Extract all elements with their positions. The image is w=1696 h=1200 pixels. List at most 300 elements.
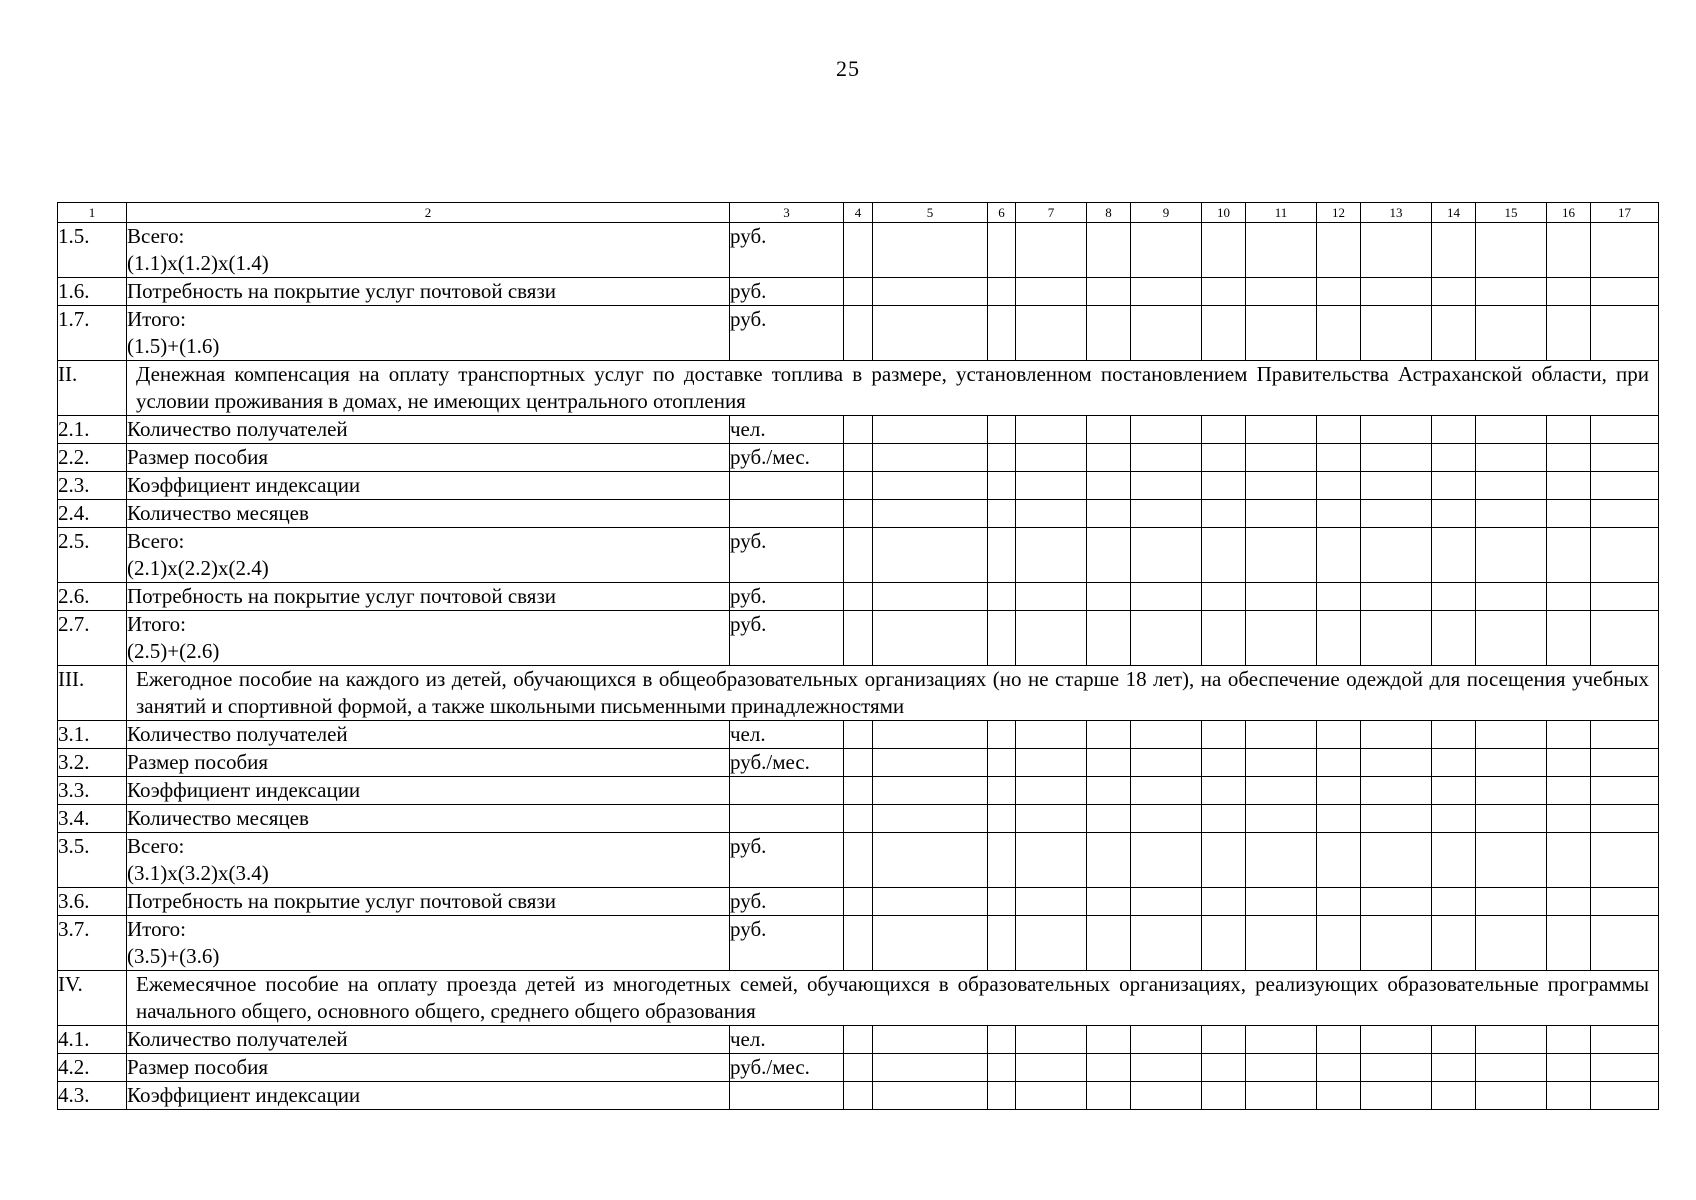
value-cell	[988, 444, 1016, 472]
value-cell	[1131, 833, 1202, 888]
value-cell	[1591, 888, 1659, 916]
value-cell	[1131, 749, 1202, 777]
value-cell	[1432, 528, 1476, 583]
value-cell	[1246, 416, 1317, 444]
section-number: IV.	[58, 971, 127, 1026]
value-cell	[1591, 1082, 1659, 1110]
row-number: 2.5.	[58, 528, 127, 583]
value-cell	[1476, 888, 1547, 916]
row-name-cell	[127, 278, 730, 306]
value-cell	[1087, 916, 1131, 971]
value-cell	[1476, 833, 1547, 888]
value-cell	[1432, 916, 1476, 971]
value-cell	[988, 805, 1016, 833]
value-cell	[1246, 583, 1317, 611]
value-cell	[1317, 1082, 1361, 1110]
row-unit: чел.	[730, 416, 844, 444]
value-cell	[873, 223, 988, 278]
value-cell	[1547, 1054, 1591, 1082]
value-cell	[1246, 749, 1317, 777]
section-row	[58, 971, 1659, 1026]
column-number-cell: 3	[730, 203, 844, 223]
value-cell	[1087, 500, 1131, 528]
calculation-table	[57, 202, 1659, 1110]
row-formula: (2.5)+(2.6)	[127, 639, 220, 663]
value-cell	[844, 500, 873, 528]
value-cell	[1016, 444, 1087, 472]
value-cell	[873, 916, 988, 971]
value-cell	[1016, 528, 1087, 583]
row-number: 1.7.	[58, 306, 127, 361]
value-cell	[1246, 444, 1317, 472]
value-cell	[1246, 1082, 1317, 1110]
value-cell	[988, 278, 1016, 306]
value-cell	[1432, 583, 1476, 611]
value-cell	[1361, 916, 1432, 971]
value-cell	[1361, 749, 1432, 777]
value-cell	[1547, 472, 1591, 500]
value-cell	[1476, 416, 1547, 444]
value-cell	[1087, 833, 1131, 888]
section-row	[58, 361, 1659, 416]
value-cell	[1087, 278, 1131, 306]
value-cell	[844, 833, 873, 888]
table-row	[58, 444, 1659, 472]
row-number: 3.7.	[58, 916, 127, 971]
value-cell	[1547, 444, 1591, 472]
table-row	[58, 888, 1659, 916]
section-title: Денежная компенсация на оплату транспортных услуг по доставке топлива в размере, установленном постановлением Правительства Астраханской области, при условии проживания в домах, не имеющих центрального отопления	[127, 361, 1659, 416]
value-cell	[1591, 777, 1659, 805]
section-title: Ежегодное пособие на каждого из детей, обучающихся в общеобразовательных организациях (но не старше 18 лет), на обеспечение одеждой для посещения учебных занятий и спортивной формой, а также школьными письменными принадлежностями	[127, 666, 1659, 721]
row-name-cell	[127, 611, 730, 666]
value-cell	[873, 583, 988, 611]
value-cell	[1246, 306, 1317, 361]
value-cell	[1246, 888, 1317, 916]
value-cell	[1131, 777, 1202, 805]
value-cell	[1087, 749, 1131, 777]
row-name: Коэффициент индексации	[127, 473, 361, 497]
value-cell	[873, 749, 988, 777]
value-cell	[1361, 278, 1432, 306]
value-cell	[1361, 223, 1432, 278]
section-row	[58, 666, 1659, 721]
value-cell	[1591, 416, 1659, 444]
table-row	[58, 583, 1659, 611]
value-cell	[1317, 528, 1361, 583]
value-cell	[1476, 1054, 1547, 1082]
value-cell	[1087, 416, 1131, 444]
value-cell	[1476, 278, 1547, 306]
value-cell	[1591, 500, 1659, 528]
table-row	[58, 306, 1659, 361]
row-unit: руб.	[730, 833, 844, 888]
value-cell	[1202, 888, 1246, 916]
row-number: 2.6.	[58, 583, 127, 611]
column-number-cell: 17	[1591, 203, 1659, 223]
value-cell	[1202, 472, 1246, 500]
value-cell	[1317, 583, 1361, 611]
table-row	[58, 223, 1659, 278]
value-cell	[1016, 223, 1087, 278]
row-name-cell	[127, 444, 730, 472]
row-number: 2.1.	[58, 416, 127, 444]
value-cell	[1591, 528, 1659, 583]
value-cell	[1432, 1054, 1476, 1082]
table-row	[58, 805, 1659, 833]
value-cell	[1131, 528, 1202, 583]
value-cell	[873, 1026, 988, 1054]
value-cell	[1361, 472, 1432, 500]
value-cell	[1317, 777, 1361, 805]
table-row	[58, 916, 1659, 971]
value-cell	[988, 777, 1016, 805]
table-row	[58, 1082, 1659, 1110]
value-cell	[988, 472, 1016, 500]
value-cell	[1432, 1082, 1476, 1110]
row-name: Количество месяцев	[127, 501, 309, 525]
value-cell	[1361, 444, 1432, 472]
value-cell	[1016, 805, 1087, 833]
value-cell	[1087, 472, 1131, 500]
value-cell	[1432, 416, 1476, 444]
value-cell	[1016, 777, 1087, 805]
value-cell	[1246, 278, 1317, 306]
value-cell	[873, 777, 988, 805]
value-cell	[1087, 223, 1131, 278]
value-cell	[1361, 583, 1432, 611]
value-cell	[988, 749, 1016, 777]
value-cell	[1087, 611, 1131, 666]
row-name: Итого:	[127, 917, 186, 941]
value-cell	[1476, 777, 1547, 805]
value-cell	[988, 1082, 1016, 1110]
value-cell	[1361, 721, 1432, 749]
row-number: 4.3.	[58, 1082, 127, 1110]
row-unit	[730, 500, 844, 528]
row-formula: (3.5)+(3.6)	[127, 944, 220, 968]
value-cell	[1131, 888, 1202, 916]
value-cell	[988, 528, 1016, 583]
value-cell	[844, 888, 873, 916]
table-row	[58, 472, 1659, 500]
row-name-cell	[127, 528, 730, 583]
value-cell	[1591, 1054, 1659, 1082]
value-cell	[1591, 583, 1659, 611]
value-cell	[844, 749, 873, 777]
value-cell	[873, 306, 988, 361]
row-name: Количество получателей	[127, 722, 348, 746]
row-name-cell	[127, 306, 730, 361]
value-cell	[844, 306, 873, 361]
value-cell	[1317, 444, 1361, 472]
value-cell	[1476, 500, 1547, 528]
value-cell	[1131, 1082, 1202, 1110]
value-cell	[1317, 611, 1361, 666]
value-cell	[1246, 528, 1317, 583]
row-unit: чел.	[730, 1026, 844, 1054]
value-cell	[1361, 805, 1432, 833]
value-cell	[988, 500, 1016, 528]
row-number: 1.6.	[58, 278, 127, 306]
value-cell	[1087, 306, 1131, 361]
row-name-cell	[127, 1026, 730, 1054]
value-cell	[1476, 805, 1547, 833]
column-number-cell: 5	[873, 203, 988, 223]
value-cell	[1317, 1054, 1361, 1082]
value-cell	[1547, 749, 1591, 777]
row-name: Всего:	[127, 834, 185, 858]
value-cell	[1016, 1026, 1087, 1054]
value-cell	[1202, 1026, 1246, 1054]
table-row	[58, 721, 1659, 749]
value-cell	[1547, 223, 1591, 278]
value-cell	[1087, 1082, 1131, 1110]
column-number-cell: 15	[1476, 203, 1547, 223]
value-cell	[873, 833, 988, 888]
value-cell	[1476, 721, 1547, 749]
value-cell	[988, 916, 1016, 971]
value-cell	[1547, 528, 1591, 583]
row-name: Потребность на покрытие услуг почтовой связи	[127, 584, 556, 608]
value-cell	[1591, 306, 1659, 361]
value-cell	[1246, 1026, 1317, 1054]
value-cell	[1547, 278, 1591, 306]
value-cell	[1432, 833, 1476, 888]
value-cell	[1246, 223, 1317, 278]
row-unit: руб.	[730, 583, 844, 611]
value-cell	[1016, 888, 1087, 916]
value-cell	[988, 223, 1016, 278]
value-cell	[1087, 888, 1131, 916]
value-cell	[844, 223, 873, 278]
value-cell	[1202, 500, 1246, 528]
value-cell	[873, 1054, 988, 1082]
table-row	[58, 416, 1659, 444]
value-cell	[1476, 749, 1547, 777]
value-cell	[1317, 1026, 1361, 1054]
row-name-cell	[127, 833, 730, 888]
value-cell	[988, 888, 1016, 916]
row-name-cell	[127, 500, 730, 528]
value-cell	[844, 916, 873, 971]
value-cell	[1131, 472, 1202, 500]
value-cell	[1432, 721, 1476, 749]
value-cell	[1591, 721, 1659, 749]
row-name: Количество месяцев	[127, 806, 309, 830]
row-name: Всего:	[127, 224, 185, 248]
row-unit: руб.	[730, 888, 844, 916]
value-cell	[1547, 306, 1591, 361]
value-cell	[1432, 777, 1476, 805]
row-number: 4.2.	[58, 1054, 127, 1082]
value-cell	[1087, 528, 1131, 583]
value-cell	[1591, 223, 1659, 278]
value-cell	[844, 472, 873, 500]
value-cell	[1432, 500, 1476, 528]
row-name: Итого:	[127, 307, 186, 331]
value-cell	[844, 583, 873, 611]
value-cell	[1246, 777, 1317, 805]
value-cell	[1361, 611, 1432, 666]
row-unit	[730, 472, 844, 500]
value-cell	[1361, 416, 1432, 444]
value-cell	[873, 805, 988, 833]
value-cell	[1476, 472, 1547, 500]
value-cell	[1591, 833, 1659, 888]
value-cell	[1547, 416, 1591, 444]
row-unit	[730, 805, 844, 833]
value-cell	[1202, 528, 1246, 583]
value-cell	[873, 721, 988, 749]
value-cell	[1131, 306, 1202, 361]
value-cell	[1547, 777, 1591, 805]
value-cell	[1131, 721, 1202, 749]
section-number: III.	[58, 666, 127, 721]
row-unit: руб./мес.	[730, 1054, 844, 1082]
value-cell	[1547, 916, 1591, 971]
value-cell	[1016, 583, 1087, 611]
value-cell	[873, 528, 988, 583]
value-cell	[1016, 833, 1087, 888]
value-cell	[1361, 888, 1432, 916]
value-cell	[1547, 500, 1591, 528]
value-cell	[1361, 1026, 1432, 1054]
value-cell	[1317, 805, 1361, 833]
value-cell	[1432, 223, 1476, 278]
column-number-cell: 2	[127, 203, 730, 223]
row-unit: чел.	[730, 721, 844, 749]
value-cell	[1361, 528, 1432, 583]
row-unit: руб./мес.	[730, 749, 844, 777]
row-name-cell	[127, 916, 730, 971]
value-cell	[1361, 306, 1432, 361]
column-number-cell: 4	[844, 203, 873, 223]
value-cell	[1131, 416, 1202, 444]
column-number-cell: 12	[1317, 203, 1361, 223]
value-cell	[1131, 805, 1202, 833]
row-name: Размер пособия	[127, 1055, 269, 1079]
value-cell	[1246, 611, 1317, 666]
column-number-cell: 13	[1361, 203, 1432, 223]
value-cell	[988, 721, 1016, 749]
value-cell	[1202, 583, 1246, 611]
row-name: Потребность на покрытие услуг почтовой связи	[127, 889, 556, 913]
value-cell	[1131, 583, 1202, 611]
value-cell	[1547, 721, 1591, 749]
value-cell	[1016, 721, 1087, 749]
value-cell	[1317, 278, 1361, 306]
value-cell	[1317, 721, 1361, 749]
value-cell	[844, 1054, 873, 1082]
value-cell	[1591, 916, 1659, 971]
value-cell	[1476, 528, 1547, 583]
value-cell	[844, 444, 873, 472]
row-formula: (1.5)+(1.6)	[127, 334, 220, 358]
value-cell	[1131, 916, 1202, 971]
row-formula: (1.1)х(1.2)х(1.4)	[127, 251, 269, 275]
value-cell	[1476, 444, 1547, 472]
column-number-cell: 16	[1547, 203, 1591, 223]
value-cell	[1016, 500, 1087, 528]
value-cell	[1476, 223, 1547, 278]
row-number: 2.2.	[58, 444, 127, 472]
row-name: Всего:	[127, 529, 185, 553]
value-cell	[1361, 777, 1432, 805]
value-cell	[988, 416, 1016, 444]
value-cell	[844, 777, 873, 805]
value-cell	[844, 611, 873, 666]
column-number-row	[58, 203, 1659, 223]
value-cell	[1317, 306, 1361, 361]
value-cell	[1317, 223, 1361, 278]
table-row	[58, 611, 1659, 666]
value-cell	[1432, 444, 1476, 472]
row-formula: (3.1)х(3.2)х(3.4)	[127, 861, 269, 885]
value-cell	[1202, 278, 1246, 306]
table-row	[58, 278, 1659, 306]
row-name-cell	[127, 805, 730, 833]
value-cell	[1087, 583, 1131, 611]
row-formula: (2.1)х(2.2)х(2.4)	[127, 556, 269, 580]
table-row	[58, 500, 1659, 528]
row-name-cell	[127, 583, 730, 611]
value-cell	[1432, 749, 1476, 777]
value-cell	[1016, 749, 1087, 777]
row-unit	[730, 1082, 844, 1110]
row-name-cell	[127, 721, 730, 749]
value-cell	[988, 833, 1016, 888]
value-cell	[1547, 805, 1591, 833]
row-unit	[730, 777, 844, 805]
value-cell	[1432, 472, 1476, 500]
row-number: 2.3.	[58, 472, 127, 500]
value-cell	[1202, 1082, 1246, 1110]
value-cell	[988, 1026, 1016, 1054]
page-number: 25	[836, 56, 860, 81]
column-number-cell: 14	[1432, 203, 1476, 223]
value-cell	[1246, 833, 1317, 888]
value-cell	[1591, 1026, 1659, 1054]
row-name: Количество получателей	[127, 417, 348, 441]
value-cell	[1087, 1026, 1131, 1054]
row-name: Размер пособия	[127, 445, 269, 469]
value-cell	[1591, 805, 1659, 833]
value-cell	[1547, 1026, 1591, 1054]
row-number: 3.2.	[58, 749, 127, 777]
table-row	[58, 1054, 1659, 1082]
row-name-cell	[127, 888, 730, 916]
row-number: 2.4.	[58, 500, 127, 528]
value-cell	[1591, 749, 1659, 777]
value-cell	[1087, 777, 1131, 805]
table-row	[58, 777, 1659, 805]
row-name: Размер пособия	[127, 750, 269, 774]
value-cell	[1476, 1026, 1547, 1054]
value-cell	[1202, 1054, 1246, 1082]
value-cell	[1016, 306, 1087, 361]
value-cell	[1432, 611, 1476, 666]
value-cell	[844, 721, 873, 749]
row-name-cell	[127, 749, 730, 777]
value-cell	[1432, 306, 1476, 361]
row-number: 3.6.	[58, 888, 127, 916]
value-cell	[1317, 833, 1361, 888]
value-cell	[1202, 611, 1246, 666]
value-cell	[1131, 223, 1202, 278]
row-name: Коэффициент индексации	[127, 778, 361, 802]
value-cell	[1361, 1054, 1432, 1082]
